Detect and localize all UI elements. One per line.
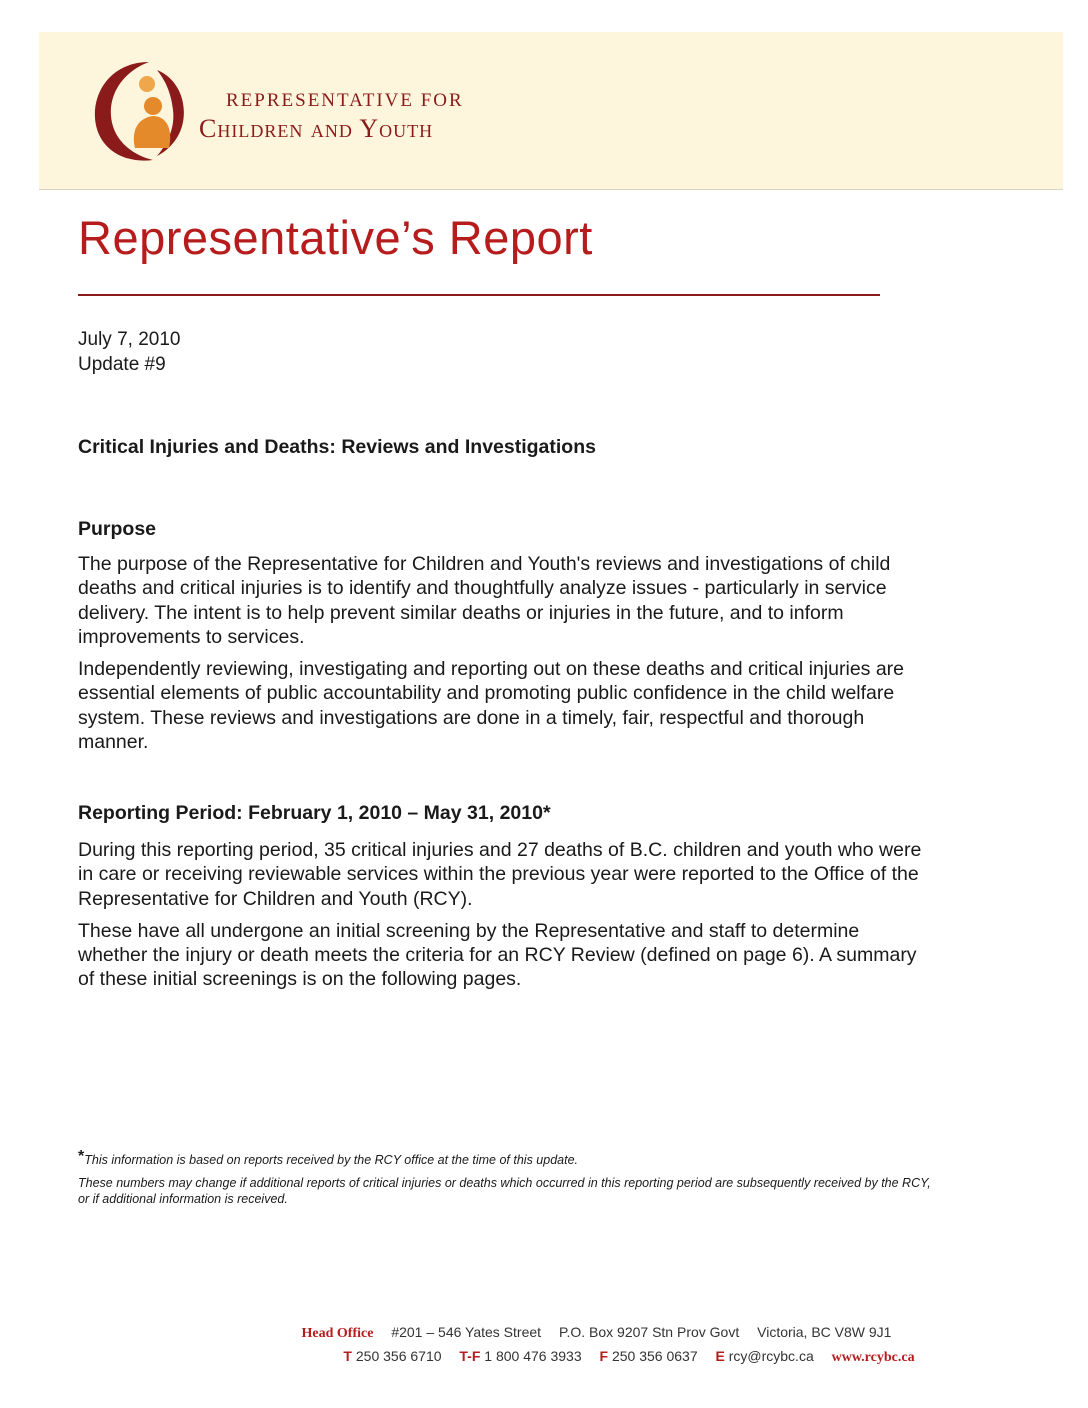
toll-free-number: 1 800 476 3933 <box>484 1348 582 1364</box>
update-number: Update #9 <box>78 354 166 375</box>
footer-address-row <box>0 1321 1088 1345</box>
email-link[interactable]: rcy@rcybc.ca <box>728 1348 814 1364</box>
purpose-section <box>78 552 928 762</box>
po-box: P.O. Box 9207 Stn Prov Govt <box>558 1324 740 1340</box>
street-address: #201 – 546 Yates Street <box>391 1324 542 1340</box>
rcy-logo-icon <box>91 56 191 166</box>
fax-label: F <box>599 1348 609 1364</box>
phone-label: T <box>343 1348 352 1364</box>
reporting-period-heading: Reporting Period: February 1, 2010 – May 31, 2010* <box>78 802 551 824</box>
purpose-heading: Purpose <box>78 518 157 540</box>
letterhead-band <box>39 32 1063 190</box>
footnote-star: * <box>78 1148 85 1165</box>
report-date: July 7, 2010 <box>78 329 181 350</box>
phone-number: 250 356 6710 <box>355 1348 442 1364</box>
organization-name <box>199 88 464 144</box>
purpose-paragraph-1: The purpose of the Representative for Children and Youth's reviews and investigations of child deaths and critical injuries is to identify and thoughtfully analyze issues - particularly in service delivery. The intent is to help prevent similar deaths or injuries in the future, and to inform improvements to services. <box>78 553 891 648</box>
reporting-paragraph-2: These have all undergone an initial screening by the Representative and staff to determine whether the injury or death meets the criteria for an RCY Review (defined on page 6). A summary of these initial screenings is on the following pages. <box>78 919 917 991</box>
page-footer <box>0 1321 1088 1369</box>
report-title: Representative’s Report <box>78 211 593 264</box>
reporting-paragraph-1: During this reporting period, 35 critical injuries and 27 deaths of B.C. children and youth who were in care or receiving reviewable services within the previous year were reported to the Office of the Representative for Children and Youth (RCY). <box>78 839 922 910</box>
org-name-line1: REPRESENTATIVE FOR <box>226 90 464 111</box>
dateline <box>78 327 180 377</box>
toll-free-label: T-F <box>459 1348 481 1364</box>
footnote-2: These numbers may change if additional reports of critical injuries or deaths which occurred in this reporting period are subsequently received by the RCY, or if additional information is received. <box>78 1176 931 1206</box>
city-postal: Victoria, BC V8W 9J1 <box>757 1324 892 1340</box>
main-heading: Critical Injuries and Deaths: Reviews and Investigations <box>78 436 596 458</box>
head-office-label: Head Office <box>301 1326 374 1341</box>
footnote-1-text: This information is based on reports received by the RCY office at the time of this update. <box>84 1153 579 1167</box>
reporting-period-section <box>78 838 928 1000</box>
fax-number: 250 356 0637 <box>611 1348 698 1364</box>
org-name-line2: Children and Youth <box>199 114 434 143</box>
email-label: E <box>715 1348 725 1364</box>
title-divider <box>78 294 880 296</box>
footnotes <box>78 1148 938 1214</box>
footnote-1 <box>78 1148 938 1168</box>
purpose-paragraph-2: Independently reviewing, investigating and reporting out on these deaths and critical injuries are essential elements of public accountability and promoting public confidence in the child welfare system. These reviews and investigations are done in a timely, fair, respectful and thorough manner. <box>78 658 905 754</box>
footer-contact-row <box>0 1345 1088 1369</box>
website-link[interactable]: www.rcybc.ca <box>831 1350 915 1365</box>
